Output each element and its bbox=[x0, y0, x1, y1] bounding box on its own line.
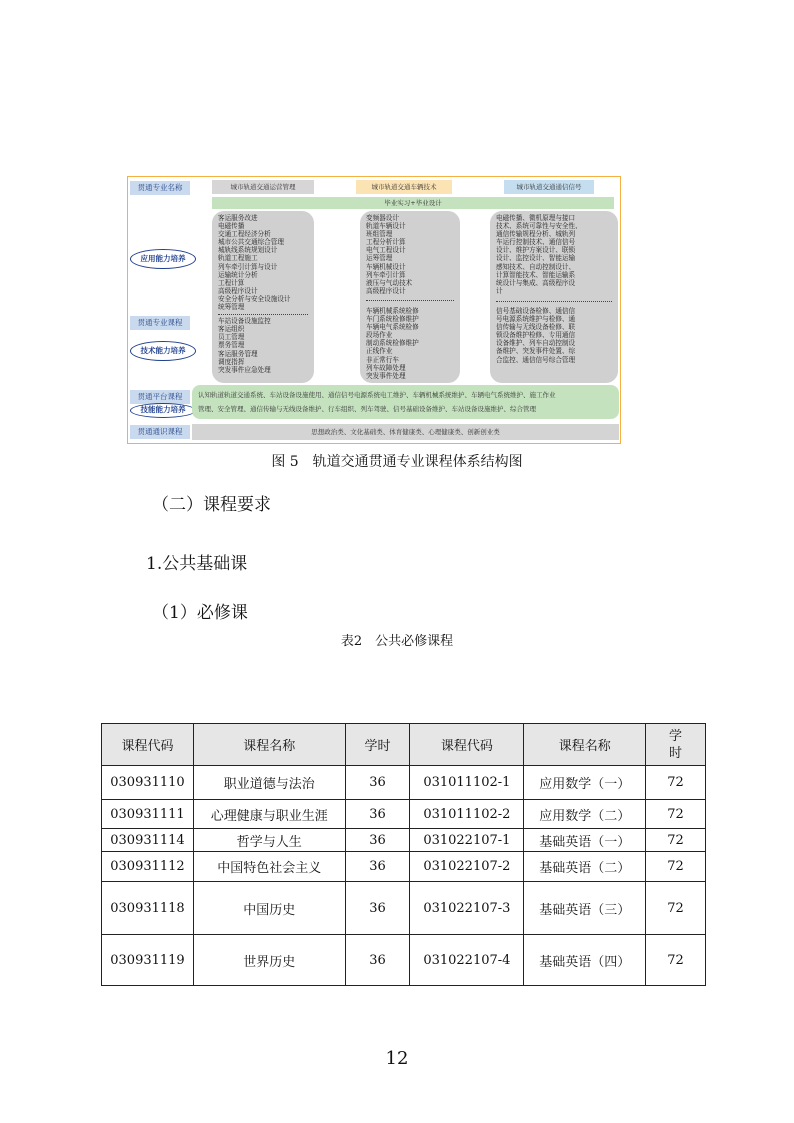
column-signal-top bbox=[496, 214, 612, 295]
course-item: 工程计算 bbox=[218, 278, 245, 287]
course-item: 设计、维护方案设计、联锁 bbox=[496, 246, 576, 255]
course-item: 城轨线系统规划设计 bbox=[218, 246, 278, 255]
course-item: 电磁传播 bbox=[218, 222, 245, 231]
cell-code: 030931114 bbox=[102, 829, 194, 852]
course-item: 技术、系统可靠性与安全性、 bbox=[496, 222, 582, 231]
column-signal bbox=[490, 211, 618, 383]
course-item: 车门系统检修维护 bbox=[366, 315, 419, 324]
course-item: 电气工程设计 bbox=[366, 246, 406, 255]
cell-code: 031022107-3 bbox=[410, 882, 524, 935]
cell-name: 基础英语（四） bbox=[524, 935, 646, 986]
cell-code: 031022107-1 bbox=[410, 829, 524, 852]
course-item: 列车牵引计算与设计 bbox=[218, 262, 278, 271]
course-item: 车辆机械设计 bbox=[366, 262, 406, 271]
course-item: 交通工程经济分析 bbox=[218, 230, 271, 239]
label-major-name: 贯通专业名称 bbox=[130, 181, 190, 195]
course-item: 票务管理 bbox=[218, 341, 245, 350]
cell-hours: 36 bbox=[345, 800, 410, 829]
cell-code: 030931118 bbox=[102, 882, 194, 935]
internship-band: 毕业实习+毕业设计 bbox=[212, 197, 614, 209]
section-heading: （二）课程要求 bbox=[152, 495, 271, 515]
major-vehicle: 城市轨道交通车辆技术 bbox=[356, 180, 452, 194]
course-item: 感知技术、自动控制设计、 bbox=[496, 262, 576, 271]
course-item: 运输统计分析 bbox=[218, 270, 258, 279]
figure-caption: 图 5 轨道交通贯通专业课程体系结构图 bbox=[271, 454, 523, 470]
major-operation: 城市轨道交通运营管理 bbox=[212, 180, 314, 194]
table-row bbox=[102, 800, 706, 829]
column-operation bbox=[212, 211, 314, 383]
course-item: 信号基础设备检修、通信信 bbox=[496, 306, 576, 315]
course-item: 合监控、通信信号综合管理 bbox=[496, 355, 576, 364]
course-item: 非正常行车 bbox=[366, 355, 399, 364]
course-item: 突发事件处理 bbox=[366, 371, 406, 380]
cell-code: 031022107-4 bbox=[410, 935, 524, 986]
course-item: 备维护、突发事件处置、综 bbox=[496, 347, 576, 356]
course-item: 列车故障处理 bbox=[366, 363, 406, 372]
header-hours-2-text: 学时 bbox=[669, 728, 683, 761]
divider bbox=[218, 314, 308, 315]
label-ability: 应用能力培养 bbox=[130, 249, 196, 269]
course-item: 号电源系统维护与检修、通 bbox=[496, 315, 576, 324]
course-item: 运筹管理 bbox=[366, 254, 393, 263]
cell-name: 基础英语（二） bbox=[524, 852, 646, 882]
cell-name: 应用数学（二） bbox=[524, 800, 646, 829]
page-number: 12 bbox=[385, 1048, 409, 1069]
course-item: 电磁传播、微机原理与接口 bbox=[496, 214, 576, 222]
curriculum-diagram bbox=[127, 176, 621, 444]
cell-hours: 36 bbox=[345, 766, 410, 800]
label-tech: 技术能力培养 bbox=[130, 341, 196, 361]
course-item: 城市公共交通综合管理 bbox=[218, 238, 284, 247]
cell-name: 职业道德与法治 bbox=[193, 766, 345, 800]
major-signal: 城市轨道交通通信信号 bbox=[504, 180, 594, 194]
label-skill: 技能能力培养 bbox=[130, 403, 196, 418]
column-signal-bottom bbox=[496, 307, 612, 364]
platform-line-2: 管理、安全管理、通信传输与无线设备维护、行车组织、列车驾驶、信号基础设备维护、车站设备设施维护、综合管理 bbox=[198, 405, 536, 413]
course-item: 车运行控制技术、通信信号 bbox=[496, 238, 576, 247]
cell-name: 世界历史 bbox=[193, 935, 345, 986]
course-item: 液压与气动技术 bbox=[366, 278, 413, 287]
table-row bbox=[102, 766, 706, 800]
cell-hours: 72 bbox=[646, 800, 706, 829]
course-item: 车辆电气系统检修 bbox=[366, 323, 419, 332]
course-item: 计算智能技术、智能运输系 bbox=[496, 270, 576, 279]
course-item: 客运服务管理 bbox=[218, 349, 258, 358]
course-item: 安全分析与安全设施设计 bbox=[218, 294, 291, 303]
cell-code: 030931119 bbox=[102, 935, 194, 986]
course-item: 锁设备维护检修、专用通信 bbox=[496, 331, 576, 340]
course-item: 轨道车辆设计 bbox=[366, 222, 406, 231]
cell-hours: 72 bbox=[646, 766, 706, 800]
course-item: 调度指挥 bbox=[218, 357, 245, 366]
course-item: 员工管理 bbox=[218, 333, 245, 342]
header-name-2: 课程名称 bbox=[524, 724, 646, 766]
cell-name: 哲学与人生 bbox=[193, 829, 345, 852]
cell-hours: 36 bbox=[345, 852, 410, 882]
subsection-heading: 1.公共基础课 bbox=[146, 554, 248, 574]
column-vehicle-top bbox=[366, 214, 454, 295]
cell-hours: 36 bbox=[345, 935, 410, 986]
course-item: 信传输与无线设备检修、联 bbox=[496, 323, 576, 332]
cell-code: 031011102-2 bbox=[410, 800, 524, 829]
header-code-1: 课程代码 bbox=[102, 724, 194, 766]
cell-hours: 72 bbox=[646, 882, 706, 935]
course-item: 车站设备设施监控 bbox=[218, 317, 271, 326]
course-item: 计 bbox=[496, 286, 503, 295]
cell-code: 030931111 bbox=[102, 800, 194, 829]
course-item: 客运服务改进 bbox=[218, 214, 258, 222]
platform-line-1: 认知轨道轨道交通系统、车站设备设施使用、通信信号电源系统电工维护、车辆机械系统维护、车辆电气系统维护、施工作业 bbox=[198, 391, 556, 399]
column-operation-top bbox=[218, 214, 308, 311]
header-code-2: 课程代码 bbox=[410, 724, 524, 766]
table-row bbox=[102, 935, 706, 986]
header-hours-2 bbox=[646, 724, 706, 766]
course-item: 变频器设计 bbox=[366, 214, 399, 222]
cell-code: 030931110 bbox=[102, 766, 194, 800]
cell-name: 中国历史 bbox=[193, 882, 345, 935]
course-item: 设计、监控设计、智能运输 bbox=[496, 254, 576, 263]
course-item: 列车牵引计算 bbox=[366, 270, 406, 279]
table-row bbox=[102, 829, 706, 852]
table-row bbox=[102, 882, 706, 935]
column-vehicle bbox=[360, 211, 460, 383]
course-item: 突发事件应急处理 bbox=[218, 365, 271, 374]
course-item: 段场作业 bbox=[366, 331, 393, 340]
course-item: 通信传输规程分析、城轨列 bbox=[496, 230, 576, 239]
course-item: 工程分析计算 bbox=[366, 238, 406, 247]
cell-name: 基础英语（三） bbox=[524, 882, 646, 935]
table-caption: 表2 公共必修课程 bbox=[340, 634, 454, 649]
cell-name: 中国特色社会主义 bbox=[193, 852, 345, 882]
general-band: 思想政治类、文化基础类、体育健康类、心理健康类、创新创业类 bbox=[192, 424, 619, 440]
cell-code: 031022107-2 bbox=[410, 852, 524, 882]
course-item: 车辆机械系统检修 bbox=[366, 306, 419, 315]
course-item: 制动系统检修维护 bbox=[366, 339, 419, 348]
divider bbox=[366, 300, 454, 301]
course-item: 设备维护、列车自动控制设 bbox=[496, 339, 576, 348]
header-name-1: 课程名称 bbox=[193, 724, 345, 766]
label-general-course: 贯通通识课程 bbox=[130, 425, 190, 439]
column-operation-bottom bbox=[218, 317, 308, 374]
cell-code: 030931112 bbox=[102, 852, 194, 882]
course-item: 轨道工程施工 bbox=[218, 254, 258, 263]
column-vehicle-bottom bbox=[366, 307, 454, 380]
course-item: 客运组织 bbox=[218, 325, 245, 334]
cell-name: 基础英语（一） bbox=[524, 829, 646, 852]
table-header-row bbox=[102, 724, 706, 766]
cell-hours: 72 bbox=[646, 852, 706, 882]
course-table bbox=[101, 723, 706, 986]
cell-hours: 72 bbox=[646, 829, 706, 852]
course-item: 班组管理 bbox=[366, 230, 393, 239]
course-item: 统设计与集成、高级程序设 bbox=[496, 278, 576, 287]
subsubsection-heading: （1）必修课 bbox=[152, 603, 248, 623]
cell-hours: 36 bbox=[345, 882, 410, 935]
table-body bbox=[102, 766, 706, 986]
cell-name: 应用数学（一） bbox=[524, 766, 646, 800]
cell-name: 心理健康与职业生涯 bbox=[193, 800, 345, 829]
cell-hours: 72 bbox=[646, 935, 706, 986]
label-platform-course: 贯通平台课程 bbox=[130, 390, 190, 404]
divider bbox=[496, 301, 612, 302]
label-major-course: 贯通专业课程 bbox=[130, 316, 190, 330]
header-hours-1: 学时 bbox=[345, 724, 410, 766]
course-item: 正线作业 bbox=[366, 347, 393, 356]
platform-band bbox=[192, 385, 619, 419]
course-item: 高级程序设计 bbox=[218, 286, 258, 295]
cell-hours: 36 bbox=[345, 829, 410, 852]
cell-code: 031011102-1 bbox=[410, 766, 524, 800]
course-item: 高级程序设计 bbox=[366, 286, 406, 295]
table-row bbox=[102, 852, 706, 882]
course-item: 统筹管理 bbox=[218, 303, 245, 312]
